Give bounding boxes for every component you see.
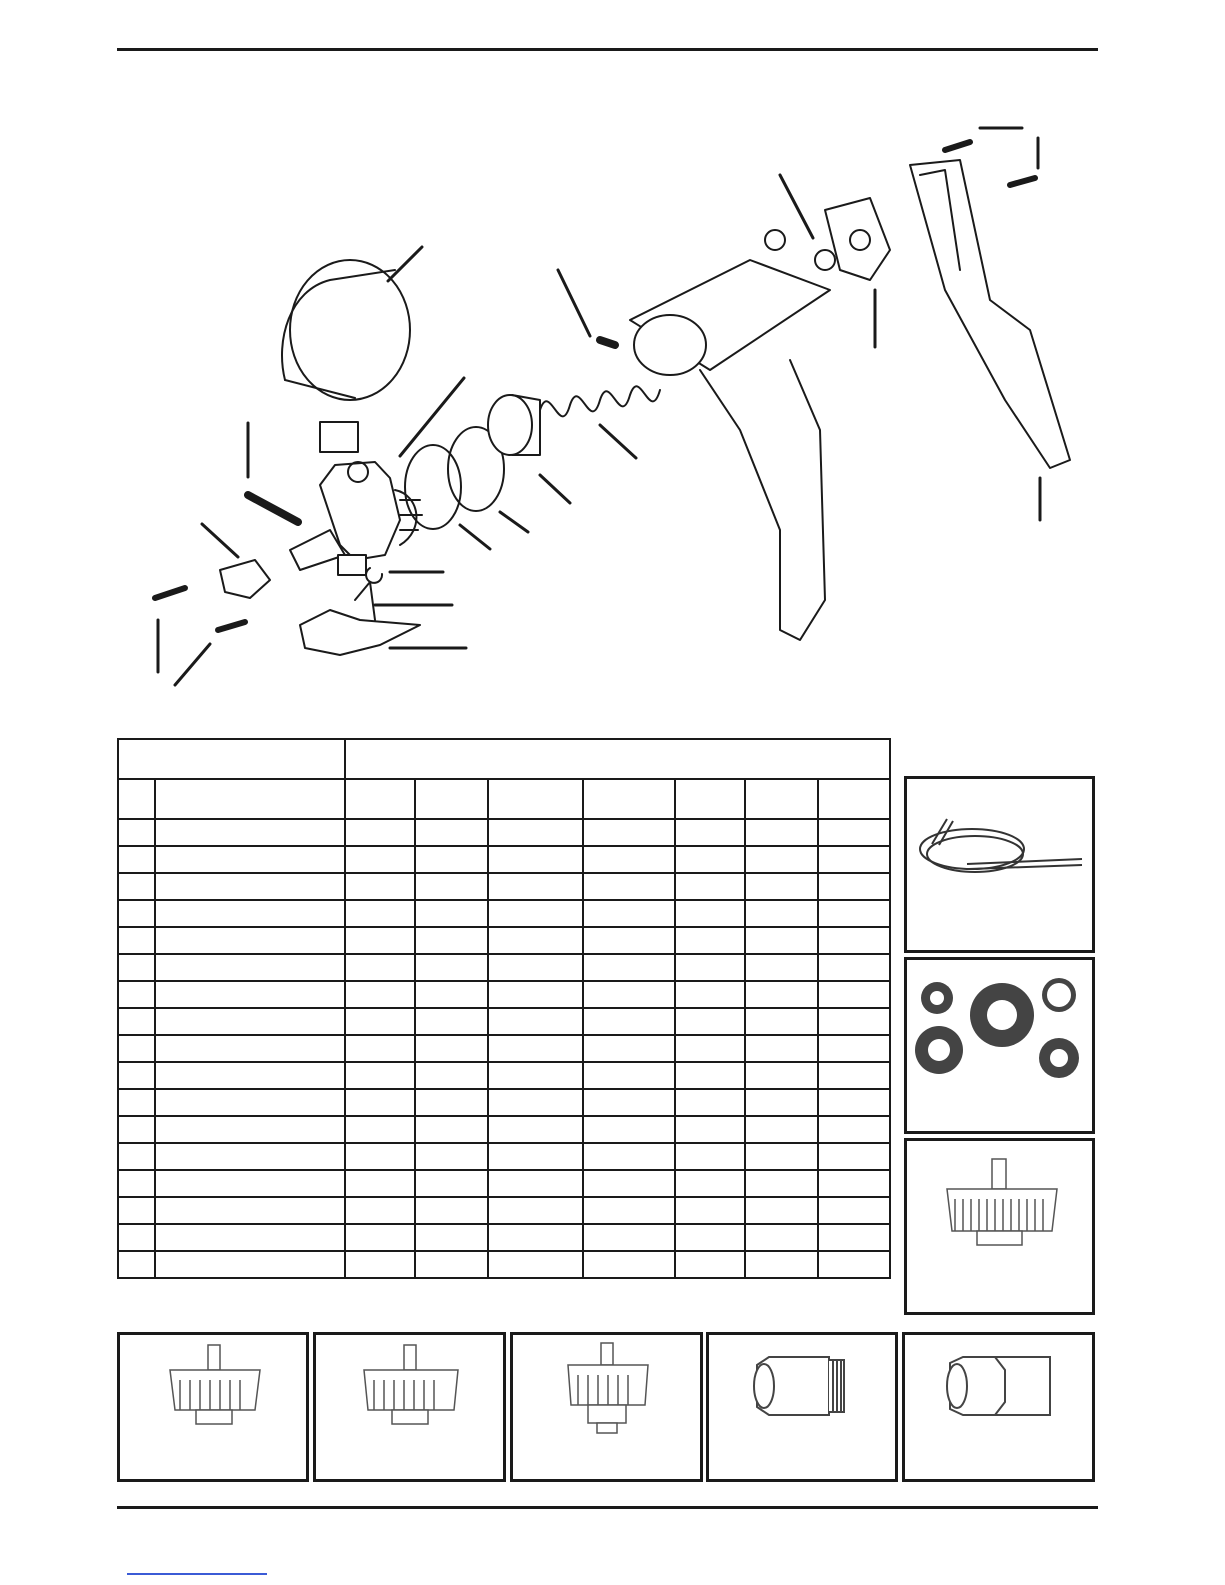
table-cell [745,1143,818,1170]
table-cell [345,1116,415,1143]
table-cell [118,981,155,1008]
table-cell [415,1089,488,1116]
table-cell [155,819,345,846]
table-cell [345,1062,415,1089]
table-cell [488,846,583,873]
table-cell [118,1224,155,1251]
table-cell [745,846,818,873]
table-cell [118,1143,155,1170]
table-cell [583,1143,675,1170]
table-cell [345,1197,415,1224]
spring-part [540,386,660,416]
table-cell [345,873,415,900]
table-cell [583,954,675,981]
table-cell [155,1089,345,1116]
table-cell [745,1035,818,1062]
table-cell [155,1170,345,1197]
table-cell [675,954,745,981]
table-cell [675,1143,745,1170]
table-cell [675,819,745,846]
table-row [118,819,890,846]
table-cell [488,1116,583,1143]
table-cell [415,900,488,927]
table-cell [155,954,345,981]
column-header [583,779,675,819]
table-cell [415,1170,488,1197]
table-cell [415,1062,488,1089]
table-cell [818,1251,890,1278]
table-cell [745,927,818,954]
parts-table [117,738,891,1279]
table-row [118,1251,890,1278]
table-cell [155,1143,345,1170]
lever-handle-part [910,160,1070,468]
table-cell [675,846,745,873]
table-cell [583,927,675,954]
table-cell [118,900,155,927]
table-cell [745,1089,818,1116]
table-cell [415,1035,488,1062]
table-cell [488,1143,583,1170]
piston-part [488,395,540,455]
table-row [118,954,890,981]
table-cell [415,873,488,900]
table-cell [345,900,415,927]
table-cell [488,981,583,1008]
table-cell [488,1224,583,1251]
top-rule [117,48,1098,51]
table-row [118,1089,890,1116]
table-cell [745,819,818,846]
seal-kit-image [904,957,1095,1134]
table-cell [155,1197,345,1224]
table-cell [415,846,488,873]
table-cell [118,1197,155,1224]
table-row [118,846,890,873]
table-cell [345,819,415,846]
header-group-cell [345,739,890,779]
table-cell [488,1062,583,1089]
hose-kit-image [904,776,1095,953]
table-cell [818,873,890,900]
table-cell [155,927,345,954]
table-cell [155,846,345,873]
adapter-cap-a-image [117,1332,309,1482]
table-cell [118,1089,155,1116]
table-cell [415,1143,488,1170]
table-row [118,927,890,954]
gauge-body-part [290,462,422,575]
table-cell [345,1008,415,1035]
table-cell [118,1170,155,1197]
table-cell [488,1197,583,1224]
table-cell [345,846,415,873]
table-cell [583,1089,675,1116]
table-row [118,1035,890,1062]
table-cell [345,1170,415,1197]
table-cell [745,1224,818,1251]
table-row [118,1116,890,1143]
table-cell [118,927,155,954]
table-row [118,1197,890,1224]
table-cell [415,1251,488,1278]
table-cell [675,1062,745,1089]
threaded-coupler-image [706,1332,898,1482]
table-cell [818,1035,890,1062]
table-cell [818,927,890,954]
table-cell [155,1035,345,1062]
table-cell [745,954,818,981]
table-cell [118,1008,155,1035]
table-cell [745,1251,818,1278]
table-cell [675,1008,745,1035]
table-cell [118,1116,155,1143]
table-cell [488,954,583,981]
table-cell [345,1143,415,1170]
table-cell [345,1089,415,1116]
table-cell [415,981,488,1008]
footer-link-underline[interactable] [127,1573,267,1575]
table-cell [345,1035,415,1062]
table-cell [675,873,745,900]
column-header [415,779,488,819]
table-cell [583,1062,675,1089]
table-cell [155,1116,345,1143]
table-cell [345,981,415,1008]
table-cell [155,900,345,927]
table-cell [675,1170,745,1197]
table-body [118,819,890,1278]
table-cell [675,1089,745,1116]
table-cell [345,1251,415,1278]
table-cell [155,981,345,1008]
table-cell [675,1224,745,1251]
table-row [118,873,890,900]
table-cell [583,1251,675,1278]
table-cell [583,1224,675,1251]
table-row [118,1224,890,1251]
cylinder-handle-part [630,230,830,640]
table-cell [118,1035,155,1062]
bottom-rule [117,1506,1098,1509]
table-cell [745,1170,818,1197]
table-cell [415,1197,488,1224]
table-cell [745,1197,818,1224]
table-cell [675,1035,745,1062]
table-cell [818,981,890,1008]
table-cell [583,1008,675,1035]
table-cell [345,954,415,981]
table-cell [488,819,583,846]
table-cell [415,927,488,954]
table-cell [583,1197,675,1224]
table-cell [583,846,675,873]
table-cell [118,1062,155,1089]
table-cell [583,981,675,1008]
table-cell [675,1251,745,1278]
column-header [675,779,745,819]
table-cell [745,1008,818,1035]
table-cell [488,900,583,927]
table-cell [415,1116,488,1143]
table-cell [118,819,155,846]
table-row [118,1062,890,1089]
header-group-cell [118,739,345,779]
table-cell [118,954,155,981]
table-cell [415,819,488,846]
table-row [118,1143,890,1170]
table-cell [583,1035,675,1062]
table-column-header-row [118,779,890,819]
table-cell [818,1008,890,1035]
adapter-cap-c-image [510,1332,703,1482]
table-cell [583,819,675,846]
table-cell [583,1170,675,1197]
table-cell [675,1197,745,1224]
pressure-gauge-part [282,260,410,452]
table-cell [415,954,488,981]
table-cell [118,873,155,900]
table-row [118,981,890,1008]
adapter-cap-b-image [313,1332,506,1482]
table-cell [818,1089,890,1116]
column-header [818,779,890,819]
table-cell [745,900,818,927]
table-cell [818,1197,890,1224]
table-cell [488,1089,583,1116]
table-cell [583,900,675,927]
table-cell [415,1008,488,1035]
table-cell [345,927,415,954]
table-cell [118,1251,155,1278]
reservoir-adapter-cap-image [904,1138,1095,1315]
table-row [118,900,890,927]
table-cell [745,1116,818,1143]
column-header [118,779,155,819]
table-cell [818,1143,890,1170]
column-header [345,779,415,819]
table-cell [818,819,890,846]
table-cell [818,1062,890,1089]
table-cell [745,873,818,900]
table-cell [818,1116,890,1143]
table-cell [675,927,745,954]
table-cell [818,846,890,873]
table-cell [155,1062,345,1089]
table-cell [488,1251,583,1278]
table-cell [583,1116,675,1143]
table-cell [818,954,890,981]
table-cell [818,1224,890,1251]
quick-coupler-image [902,1332,1095,1482]
table-cell [675,900,745,927]
table-cell [488,927,583,954]
table-row [118,1170,890,1197]
table-cell [675,981,745,1008]
table-cell [818,900,890,927]
table-header-group-row [118,739,890,779]
table-cell [745,981,818,1008]
table-cell [155,1008,345,1035]
table-cell [675,1116,745,1143]
column-header [155,779,345,819]
table-cell [818,1170,890,1197]
table-row [118,1008,890,1035]
table-cell [415,1224,488,1251]
table-cell [488,1008,583,1035]
column-header [488,779,583,819]
exploded-parts-diagram [100,100,1100,700]
table-cell [583,873,675,900]
table-cell [488,873,583,900]
table-cell [118,846,155,873]
table-cell [155,873,345,900]
column-header [745,779,818,819]
table-cell [745,1062,818,1089]
table-cell [155,1224,345,1251]
table-cell [345,1224,415,1251]
table-cell [488,1035,583,1062]
table-cell [488,1170,583,1197]
table-cell [155,1251,345,1278]
